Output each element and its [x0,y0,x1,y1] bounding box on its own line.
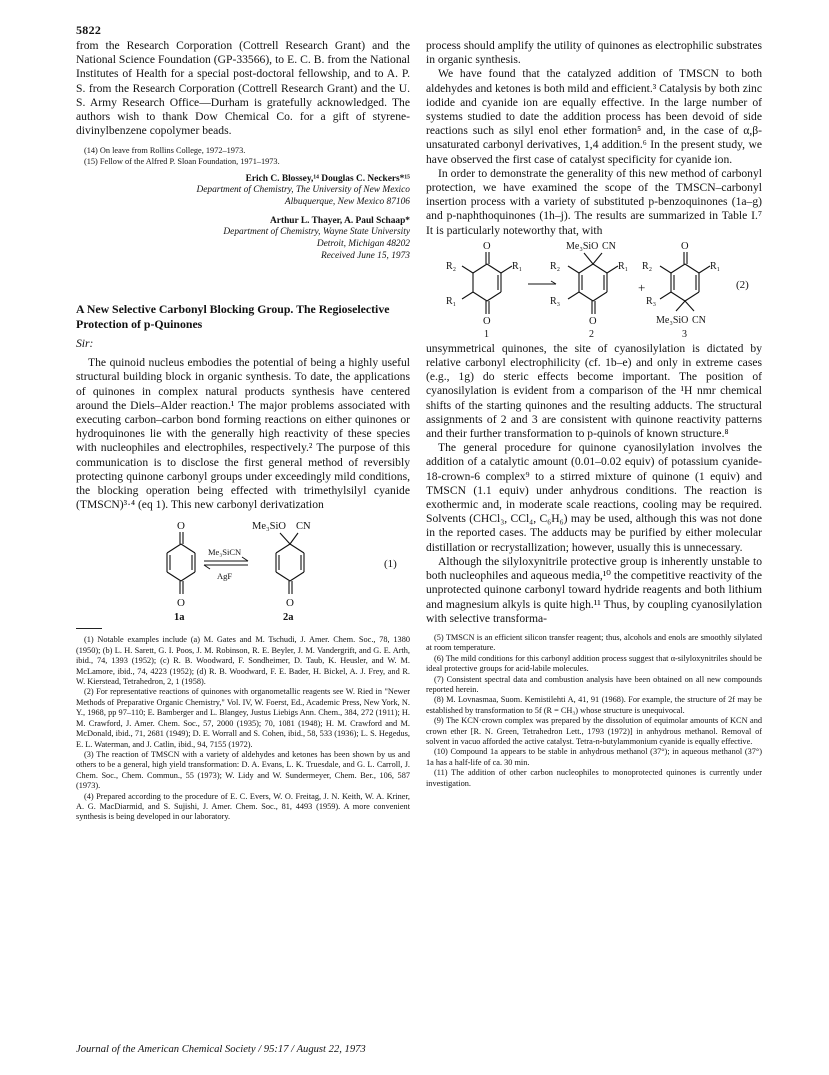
eq1-bottom-o-left: O [177,597,185,610]
received-date: Received June 15, 1973 [320,250,410,261]
author-block-1 [76,173,410,208]
eq2-label-3: 3 [682,328,687,340]
eq2-r3-3: R₃ [646,295,657,307]
authors-2: Arthur L. Thayer, A. Paul Schaap* [270,216,410,227]
paragraph-4: unsymmetrical quinones, the site of cyanosilylation is dictated by relative carbonyl electrophilicity (cf. 1b–e) and only in extreme cases (e.g., 1g) do steric effects become important. The position of cyanosilylation is evident from a comparison of the ¹H nmr chemical shifts of the starting quinones and the resulting adducts. The structural assignments of 2 and 3 are consistent with quinone reactivity patterns and their further transformation to p-quinols of known structure.⁸ [426,341,762,441]
eq2-r1-2: R₁ [618,260,629,272]
eq1-me3sio-label: Me₃SiO [252,521,286,533]
eq2-r2-1: R₂ [446,260,457,272]
footnote-3: (3) The reaction of TMSCN with a variety of aldehydes and ketones has been shown by us and others to be a general, high yield transformation: D. A. Evans, L. K. Truesdale, and G. L. Carroll, J. Chem. Soc., Chem. Commun., 55 (1973); W. Lidy and W. Sundermeyer, Chem. Ber., 106, 587 (1973). [76,749,410,791]
paragraph-2: We have found that the catalyzed addition of TMSCN to both aldehydes and ketones is both mild and efficient.³ Catalysis by both zinc iodide and cyanide ion are equally effective. In the large number of systems studied to date the addition process has been devoid of side reactions such as silyl enol ether formation⁵ and, in the case of α,β-unsaturated carbonyl derivatives, 1,4 addition.⁶ In the present study, we have observed the first case of catalyst specificity for cyanide ion. [426,67,762,166]
footnote-9: (9) The KCN·crown complex was prepared by the dissolution of equimolar amounts of KCN and crown ether [R. N. Green, Tetrahedron Lett., 1793 (1972)] in anhydrous methanol. Removal of solvent in vacuo afforded the active catalyst. Tetra-n-butylammonium cyanide is equally effective. [426,716,762,746]
affiliation-1-line-1: Department of Chemistry, The University of New Mexico [196,185,410,196]
eq2-o-top-3: O [681,240,689,252]
eq2-r2-3: R₂ [642,260,653,272]
affiliation-1-line-2: Albuquerque, New Mexico 87106 [284,196,410,207]
salutation: Sir: [76,337,94,351]
article-title: A New Selective Carbonyl Blocking Group. The Regioselective Protection of p-Quinones [76,302,390,331]
equation-1-scheme [76,518,410,624]
footnote-2: (2) For representative reactions of quinones with organometallic reagents see W. Ried in "Newer Methods of Preparative Organic Chemistry," Vol. IV, W. Foerst, Ed., Academic Press, New York, N. Y., 1968, pp 97–110; E. Bamberger and L. Blangey, Justus Liebigs Ann. Chem., 384, 272 (1911); H. M. Crawford, J. Amer. Chem. Soc., 57, 2000 (1935); 70, 1081 (1948); H. M. Crawford and M. McDonald, ibid., 71, 2681 (1949); D. E. Worrall and S. Cohen, ibid., 58, 533 (1936); L. S. Hegedus, E. L. Waterman, and J. Catlin, ibid., 94, 7155 (1972). [76,687,410,749]
eq2-r3-2: R₃ [550,295,561,307]
author-block-2 [76,215,410,262]
paragraph-6: Although the silyloxynitrile protective group is inherently unstable to both nucleophiles and aqueous media,¹⁰ the competitive reactivity of the unprotected quinone carbonyl toward hydride reagents and both lithium and magnesium alkyls is quite high.¹¹ Thus, by coupling cyanosilylation with selective transforma- [426,554,762,625]
eq2-r2-2: R₂ [550,260,561,272]
footnote-5: (5) TMSCN is an efficient silicon transfer reagent; thus, alcohols and enols are smoothly silylated at room temperature. [426,632,762,653]
right-footnotes [426,633,762,789]
eq2-cn-2: CN [602,240,616,252]
paragraph-5: The general procedure for quinone cyanosilylation involves the addition of a catalytic amount (0.01–0.02 equiv) of potassium cyanide-18-crown-6 complex⁹ to a stirred mixture of quinone (1 equiv) and TMSCN (1.1 equiv) under anhydrous conditions. The reaction is exothermic and, in moderate scale reactions, cooling may be required. Solvents (CHCl₃, CCl₄, C₆H₆) may be used, although this was not done in the reported cases. The adducts may be purified by either molecular distillation or recrystallization; however, usually this is unnecessary. [426,441,762,554]
affiliation-2-line-1: Department of Chemistry, Wayne State University [223,227,410,238]
eq2-number: (2) [736,278,749,291]
equation-2-scheme [426,240,762,340]
footnote-11: (11) The addition of other carbon nucleophiles to monoprotected quinones is currently under investigation. [426,768,762,788]
equilibrium-arrows [204,557,248,569]
footnote-4: (4) Prepared according to the procedure of E. C. Evers, W. O. Freitag, J. N. Keith, W. A. Kriner, A. G. MacDiarmid, and S. Sujishi, J. Amer. Chem. Soc., 81, 4493 (1959). A more convenient synthesis is being developed in our laboratory. [76,791,410,822]
adduct-3-structure [660,252,710,311]
eq1-reagent-below: AgF [217,571,233,582]
eq1-cn-label: CN [296,521,311,533]
acknowledgment-paragraph: from the Research Corporation (Cottrell Research Grant) and the National Science Foundation (GP-33566), to E. C. B. from the National Institutes of Health for a special post-doctoral fellowship, and to A. P. S. from the Research Corporation (Cottrell Research Grant) and the U. S. Army Research Office—Durham is gratefully acknowledged. The authors wish to thank Dow Chemical Co. for a gift of styrene-divinylbenzene copolymer beads. [76,39,410,138]
footnotes-bottom [76,635,410,822]
page-number: 5822 [76,23,102,37]
eq2-r1-1: R₁ [512,260,523,272]
affiliation-2-line-2: Detroit, Michigan 48202 [316,239,410,250]
footnote-14: (14) On leave from Rollins College, 1972–1973. [84,146,246,156]
intro-paragraph: The quinoid nucleus embodies the potential of being a highly useful structural building block in organic synthesis. To date, the applications of quinones in complex natural products synthesis have centered around the Diels–Alder reaction.¹ The major problems associated with executing carbon–carbon bond forming reactions on either quinones or hydroquinones lie with the generally high reactivity of these species with nucleophiles and electrophiles, respectively.² The purpose of this communication is to disclose the first general method of reversibly protecting quinone carbonyl groups under exceedingly mild conditions, the blocking operation being effected with trimethylsilyl cyanide (TMSCN)³·⁴ (eq 1). This new carbonyl derivatization [76,356,410,512]
adduct-2-structure [568,253,618,314]
footnotes-top [76,146,410,167]
compound-2a-label: 2a [283,612,294,624]
eq1-bottom-o-right: O [286,597,294,610]
reaction-arrow [528,281,556,284]
footnote-1: (1) Notable examples include (a) M. Gates and M. Tschudi, J. Amer. Chem. Soc., 78, 1380 (1950); (b) L. H. Sarett, G. I. Poos, J. M. Robinson, R. E. Beyler, J. M. Vandergrift, and G. E. Arth, ibid., 74, 1393 (1952); (c) R. B. Woodward, F. Sondheimer, D. Taub, K. Heusler, and W. M. McLamore, ibid., 74, 4223 (1952); (d) R. B. Woodward, F. E. Bader, H. Bickel, A. J. Frey, and R. W. Kierstead, Tetrahedron, 2, 1 (1958). [76,635,410,687]
eq2-plus: + [638,279,646,295]
footnote-10: (10) Compound 1a appears to be stable in anhydrous methanol (37°); in aqueous methanol (37°) 1a has a half-life of ca. 30 min. [426,747,762,767]
eq1-top-o-left: O [177,520,185,533]
footnote-15: (15) Fellow of the Alfred P. Sloan Foundation, 1971–1973. [84,156,280,166]
left-column [76,39,410,823]
paragraph-3: In order to demonstrate the generality of this new method of carbonyl protection, we have examined the scope of the TMSCN–carbonyl insertion process with a variety of substituted p-benzoquinones (1a–g) and p-naphthoquinones (1h–j). The results are summarized in Table I.⁷ It is particularly noteworthy that, with [426,166,762,237]
eq2-o-bottom-1: O [483,315,491,327]
paragraph-1: process should amplify the utility of quinones as electrophilic substrates in organic synthesis. [426,39,762,67]
right-column [426,39,762,789]
eq2-o-bottom-2: O [589,315,597,327]
eq2-r1-3: R₁ [710,260,721,272]
quinone-1-structure [462,252,512,314]
eq2-label-2: 2 [589,328,594,340]
authors-1: Erich C. Blossey,¹⁴ Douglas C. Neckers*¹⁵ [245,174,410,185]
quinone-1a-structure [167,532,195,594]
eq1-reagent-above: Me₃SiCN [208,547,242,558]
eq2-label-1: 1 [484,328,489,340]
eq2-me3sio-2: Me₃SiO [566,240,599,252]
footnote-7: (7) Consistent spectral data and combustion analysis have been obtained on all new compounds reported herein. [426,674,762,694]
journal-footer: Journal of the American Chemical Society / 95:17 / August 22, 1973 [76,1044,366,1055]
eq2-cn-bottom-3: CN [692,314,706,326]
footnote-8: (8) M. Lovnasmaa, Suom. Kemistilehti A, 41, 91 (1968). For example, the structure of 2f may be established by transformation to 5f (R = CH₃) whose structure is unequivocal. [426,695,762,715]
compound-1a-label: 1a [174,612,185,624]
adduct-2a-structure [276,533,304,594]
eq2-me3sio-bottom-3: Me₃SiO [656,314,689,326]
eq2-o-top-1: O [483,240,491,252]
eq1-number: (1) [384,558,397,571]
eq2-r1-bottom-1: R₁ [446,295,457,307]
footnote-rule [76,628,102,629]
footnote-6: (6) The mild conditions for this carbonyl addition process suggest that α-silyloxynitriles should be ideal protective groups for acid-labile molecules. [426,653,762,674]
